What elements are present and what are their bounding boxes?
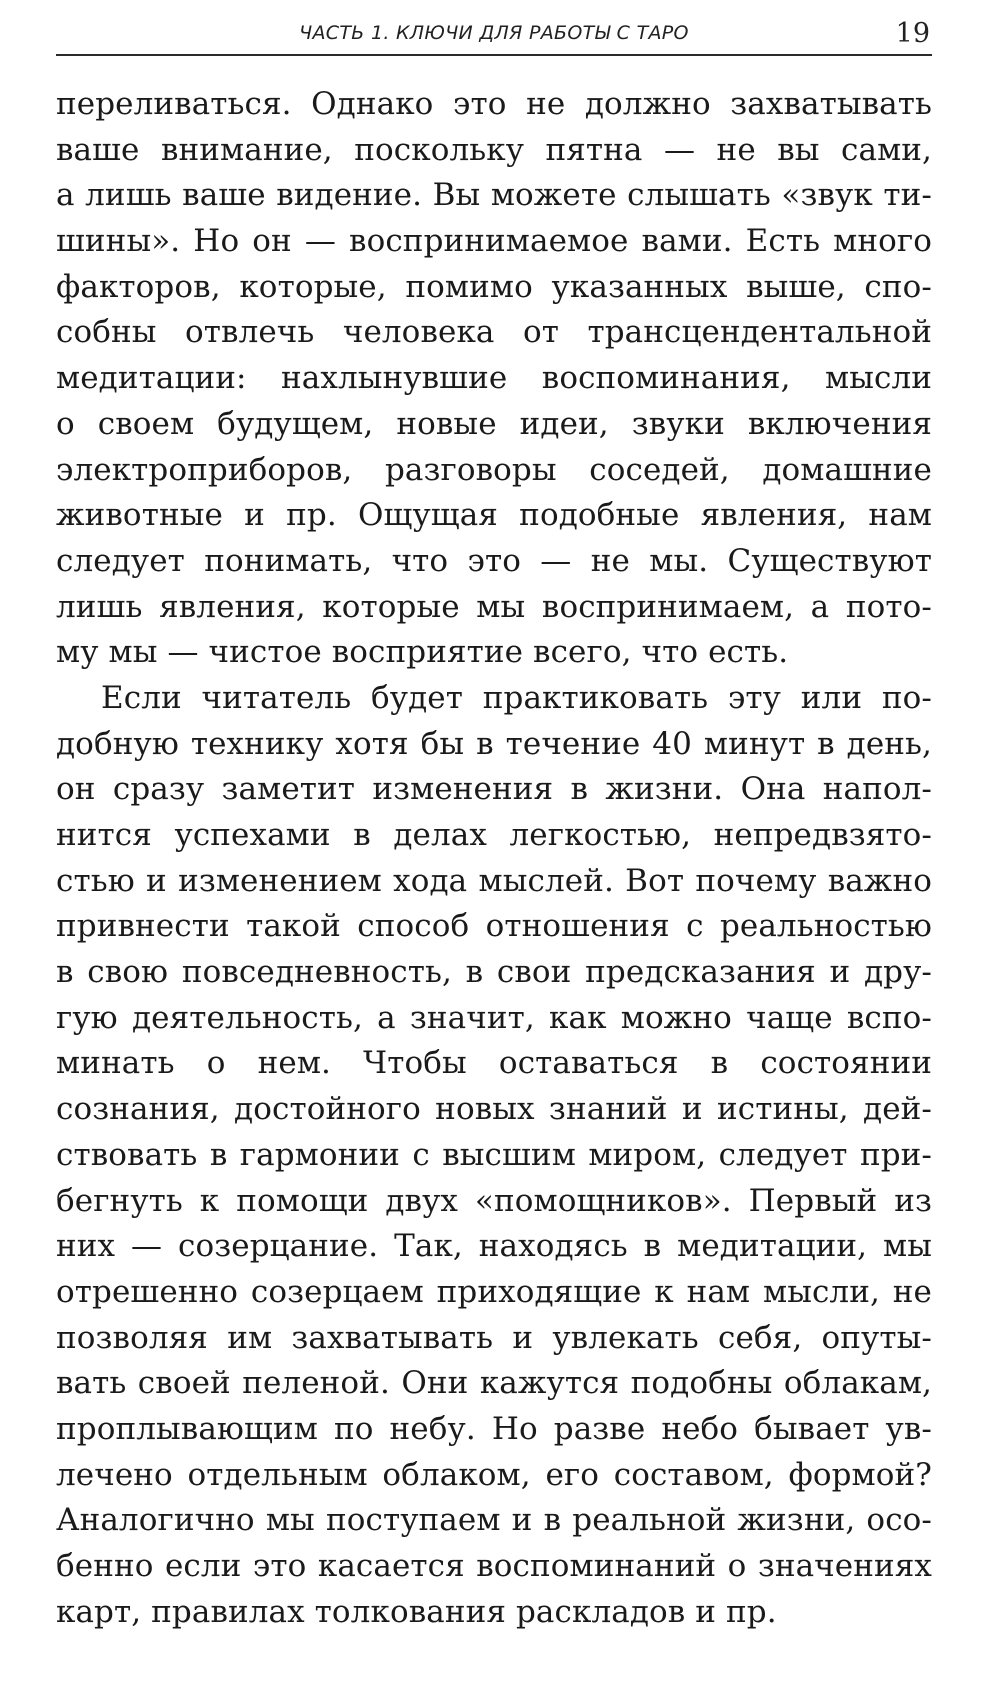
text-line: них — созерцание. Так, находясь в медитации, мы xyxy=(56,1228,932,1265)
section-title: ЧАСТЬ 1. КЛЮЧИ ДЛЯ РАБОТЫ С ТАРО xyxy=(299,22,689,44)
page-number: 19 xyxy=(895,18,930,49)
text-line: Аналогично мы поступаем и в реальной жизни, осо- xyxy=(56,1502,932,1539)
text-line: лечено отдельным облаком, его составом, формой? xyxy=(56,1456,932,1493)
text-line: ствовать в гармонии с высшим миром, следует при- xyxy=(56,1136,932,1173)
text-line: минать о нем. Чтобы оставаться в состоянии xyxy=(56,1045,932,1082)
text-line: шины». Но он — воспринимаемое вами. Есть много xyxy=(56,223,932,260)
running-head xyxy=(56,14,932,56)
text-line: животные и пр. Ощущая подобные явления, нам xyxy=(56,497,932,534)
text-line: проплывающим по небу. Но разве небо бывает ув- xyxy=(56,1410,932,1447)
text-line: лишь явления, которые мы воспринимаем, а пото- xyxy=(56,588,932,625)
text-line: переливаться. Однако это не должно захватывать xyxy=(56,86,932,122)
text-line: ваше внимание, поскольку пятна — не вы сами, xyxy=(56,131,932,168)
text-line: Если читатель будет практиковать эту или по- xyxy=(101,679,932,716)
text-line: о своем будущем, новые идеи, звуки включения xyxy=(56,405,932,442)
body-text xyxy=(56,82,932,1635)
paragraph-2 xyxy=(56,676,932,1635)
text-line: позволяя им захватывать и увлекать себя, опуты- xyxy=(56,1319,932,1356)
text-line: он сразу заметит изменения в жизни. Она напол- xyxy=(56,771,932,808)
text-line: сознания, достойного новых знаний и истины, дей- xyxy=(56,1091,932,1128)
text-line: отрешенно созерцаем приходящие к нам мысли, не xyxy=(56,1273,932,1310)
text-line: медитации: нахлынувшие воспоминания, мысли xyxy=(56,360,932,397)
text-line: бенно если это касается воспоминаний о значениях xyxy=(56,1548,932,1584)
text-line: а лишь ваше видение. Вы можете слышать «звук ти- xyxy=(56,177,932,214)
text-line: гую деятельность, а значит, как можно чаще вспо- xyxy=(56,999,932,1036)
text-line: му мы — чистое восприятие всего, что есть. xyxy=(56,634,789,671)
text-line: нится успехами в делах легкостью, непредвзято- xyxy=(56,817,932,853)
text-line: стью и изменением хода мыслей. Вот почему важно xyxy=(56,862,932,899)
text-line: факторов, которые, помимо указанных выше, спо- xyxy=(56,268,932,305)
text-line: добную технику хотя бы в течение 40 минут в день, xyxy=(56,725,932,762)
text-line: электроприборов, разговоры соседей, домашние xyxy=(56,451,932,488)
text-line: в свою повседневность, в свои предсказания и дру- xyxy=(56,954,932,991)
text-line: карт, правилах толкования раскладов и пр. xyxy=(56,1593,777,1630)
paragraph-1 xyxy=(56,82,932,676)
text-line: бегнуть к помощи двух «помощников». Первый из xyxy=(56,1182,932,1219)
text-line: вать своей пеленой. Они кажутся подобны облакам, xyxy=(56,1365,932,1402)
text-line: следует понимать, что это — не мы. Существуют xyxy=(56,542,932,579)
text-line: собны отвлечь человека от трансцендентальной xyxy=(56,314,932,351)
text-line: привнести такой способ отношения с реальностью xyxy=(56,908,932,945)
